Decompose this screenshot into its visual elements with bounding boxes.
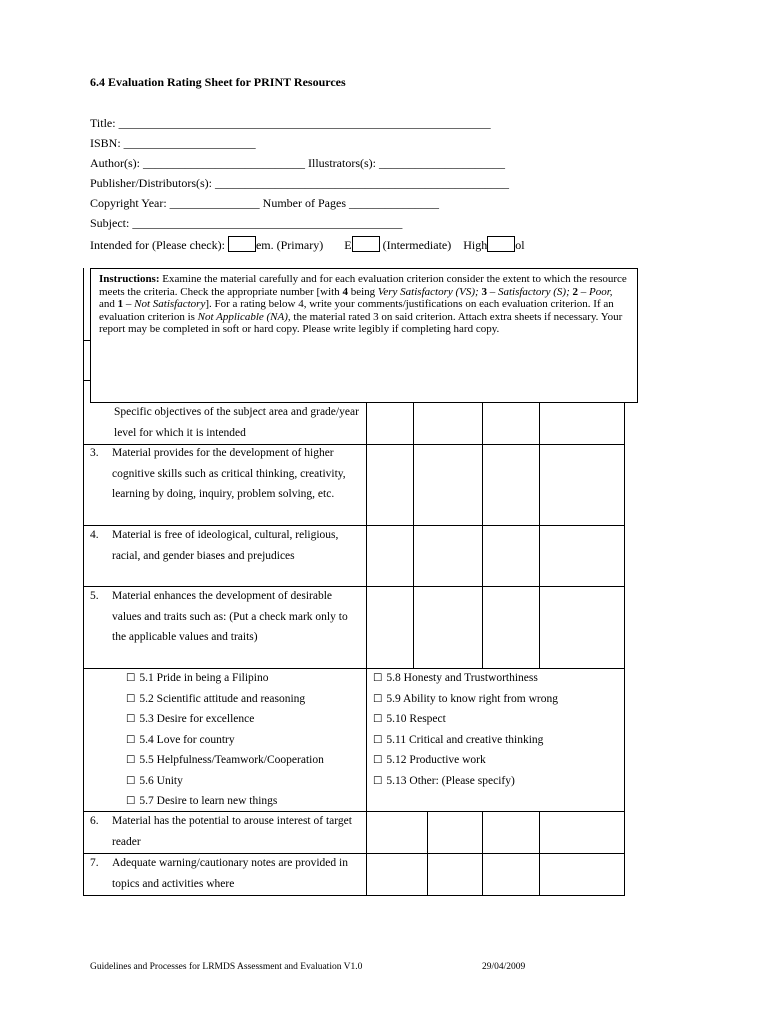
title-field: Title: ______________________________________________________________	[90, 116, 491, 130]
checkbox-icon[interactable]: ☐	[126, 733, 136, 746]
col-line	[539, 395, 540, 668]
value-item[interactable]: ☐ 5.3 Desire for excellence	[126, 713, 255, 725]
value-item[interactable]: ☐ 5.8 Honesty and Trustworthiness	[373, 672, 538, 684]
table-border-bottom	[83, 895, 624, 896]
checkbox-icon[interactable]: ☐	[126, 774, 136, 787]
checkbox-icon[interactable]: ☐	[373, 774, 383, 787]
criterion-6: 6. Material has the potential to arouse interest of target reader	[90, 815, 352, 848]
authors-field: Author(s): ___________________________ Illustrators(s): _____________________	[90, 156, 505, 170]
footer-title: Guidelines and Processes for LRMDS Assessment and Evaluation V1.0	[90, 962, 363, 972]
criterion-3: 3. Material provides for the development of higher cognitive skills such as critical thinking, creativity, learning by doing, inquiry, problem solving, etc.	[90, 447, 346, 500]
value-item[interactable]: ☐ 5.9 Ability to know right from wrong	[373, 692, 558, 705]
col-line	[366, 395, 367, 668]
col-line	[482, 395, 483, 668]
checkbox-icon[interactable]: ☐	[373, 733, 383, 746]
value-item[interactable]: ☐ 5.1 Pride in being a Filipino	[126, 672, 269, 684]
value-item[interactable]: ☐ 5.2 Scientific attitude and reasoning	[126, 692, 306, 705]
value-item[interactable]: ☐ 5.6 Unity	[126, 774, 183, 787]
high-label: High	[463, 238, 488, 252]
high-school-suffix: ol	[515, 238, 525, 252]
criterion-7: 7. Adequate warning/cautionary notes are provided in topics and activities where	[90, 857, 348, 890]
values-divider	[366, 668, 367, 811]
value-item[interactable]: ☐ 5.11 Critical and creative thinking	[373, 733, 544, 746]
intended-for-row	[90, 236, 525, 253]
col-line	[366, 811, 367, 896]
col-line	[539, 811, 540, 896]
checkbox-icon[interactable]: ☐	[373, 713, 383, 725]
checkbox-icon[interactable]: ☐	[126, 672, 136, 684]
values-right-list	[373, 668, 558, 791]
checkbox-icon[interactable]: ☐	[373, 692, 383, 705]
page-heading: 6.4 Evaluation Rating Sheet for PRINT Resources	[90, 75, 346, 89]
checkbox-icon[interactable]: ☐	[373, 672, 383, 684]
high-school-checkbox[interactable]	[487, 236, 515, 252]
intermediate-label: (Intermediate)	[382, 238, 452, 252]
publisher-field: Publisher/Distributors(s): _________________________________________________	[90, 176, 509, 190]
checkbox-icon[interactable]: ☐	[126, 754, 136, 766]
primary-label: em. (Primary)	[255, 238, 324, 252]
value-item[interactable]: ☐ 5.7 Desire to learn new things	[126, 795, 278, 807]
criterion-5: 5. Material enhances the development of desirable values and traits such as: (Put a check mark only to the applicable values and traits)	[90, 590, 348, 643]
col-line	[413, 395, 414, 668]
value-item[interactable]: ☐ 5.4 Love for country	[126, 733, 235, 746]
checkbox-icon[interactable]: ☐	[126, 692, 136, 705]
criterion-2: Specific objectives of the subject area and grade/year level for which it is intended	[114, 406, 359, 439]
value-item[interactable]: ☐ 5.10 Respect	[373, 713, 446, 725]
copyright-field: Copyright Year: _______________ Number of Pages _______________	[90, 196, 439, 210]
value-item[interactable]: ☐ 5.5 Helpfulness/Teamwork/Cooperation	[126, 754, 324, 766]
subject-field: Subject: _____________________________________________	[90, 216, 403, 230]
col-line	[482, 811, 483, 896]
instructions-box: Instructions: Examine the material carefully and for each evaluation criterion consider the extent to which the resource meets the criteria. Check the appropriate number [with 4 being Very Satisfactory (VS); 3 – Satisfactory (S); 2 – Poor, and 1 – Not Satisfactory]. For a rating below 4, write your comments/justifications on each evaluation criterion. If an evaluation criterion is Not Applicable (NA), the material rated 3 on said criterion. Attach extra sheets if necessary. Your report may be completed in soft or hard copy. Please write legibly if completing hard copy.	[90, 268, 638, 403]
values-left-list	[126, 668, 324, 812]
value-item[interactable]: ☐ 5.12 Productive work	[373, 754, 486, 766]
elem-letter: E	[344, 238, 352, 252]
footer-date: 29/04/2009	[482, 962, 526, 972]
checkbox-icon[interactable]: ☐	[373, 754, 383, 766]
instructions-label: Instructions:	[99, 273, 160, 285]
intermediate-checkbox[interactable]	[352, 236, 380, 252]
col-line	[427, 853, 428, 895]
criterion-4: 4. Material is free of ideological, cultural, religious, racial, and gender biases and prejudices	[90, 529, 339, 562]
table-border-left	[83, 268, 84, 896]
checkbox-icon[interactable]: ☐	[126, 713, 136, 725]
intended-for-label: Intended for (Please check):	[90, 238, 225, 252]
primary-checkbox[interactable]	[228, 236, 256, 252]
isbn-field: ISBN: ______________________	[90, 136, 256, 150]
value-item[interactable]: ☐ 5.13 Other: (Please specify)	[373, 774, 515, 787]
col-line	[427, 811, 428, 853]
checkbox-icon[interactable]: ☐	[126, 795, 136, 807]
